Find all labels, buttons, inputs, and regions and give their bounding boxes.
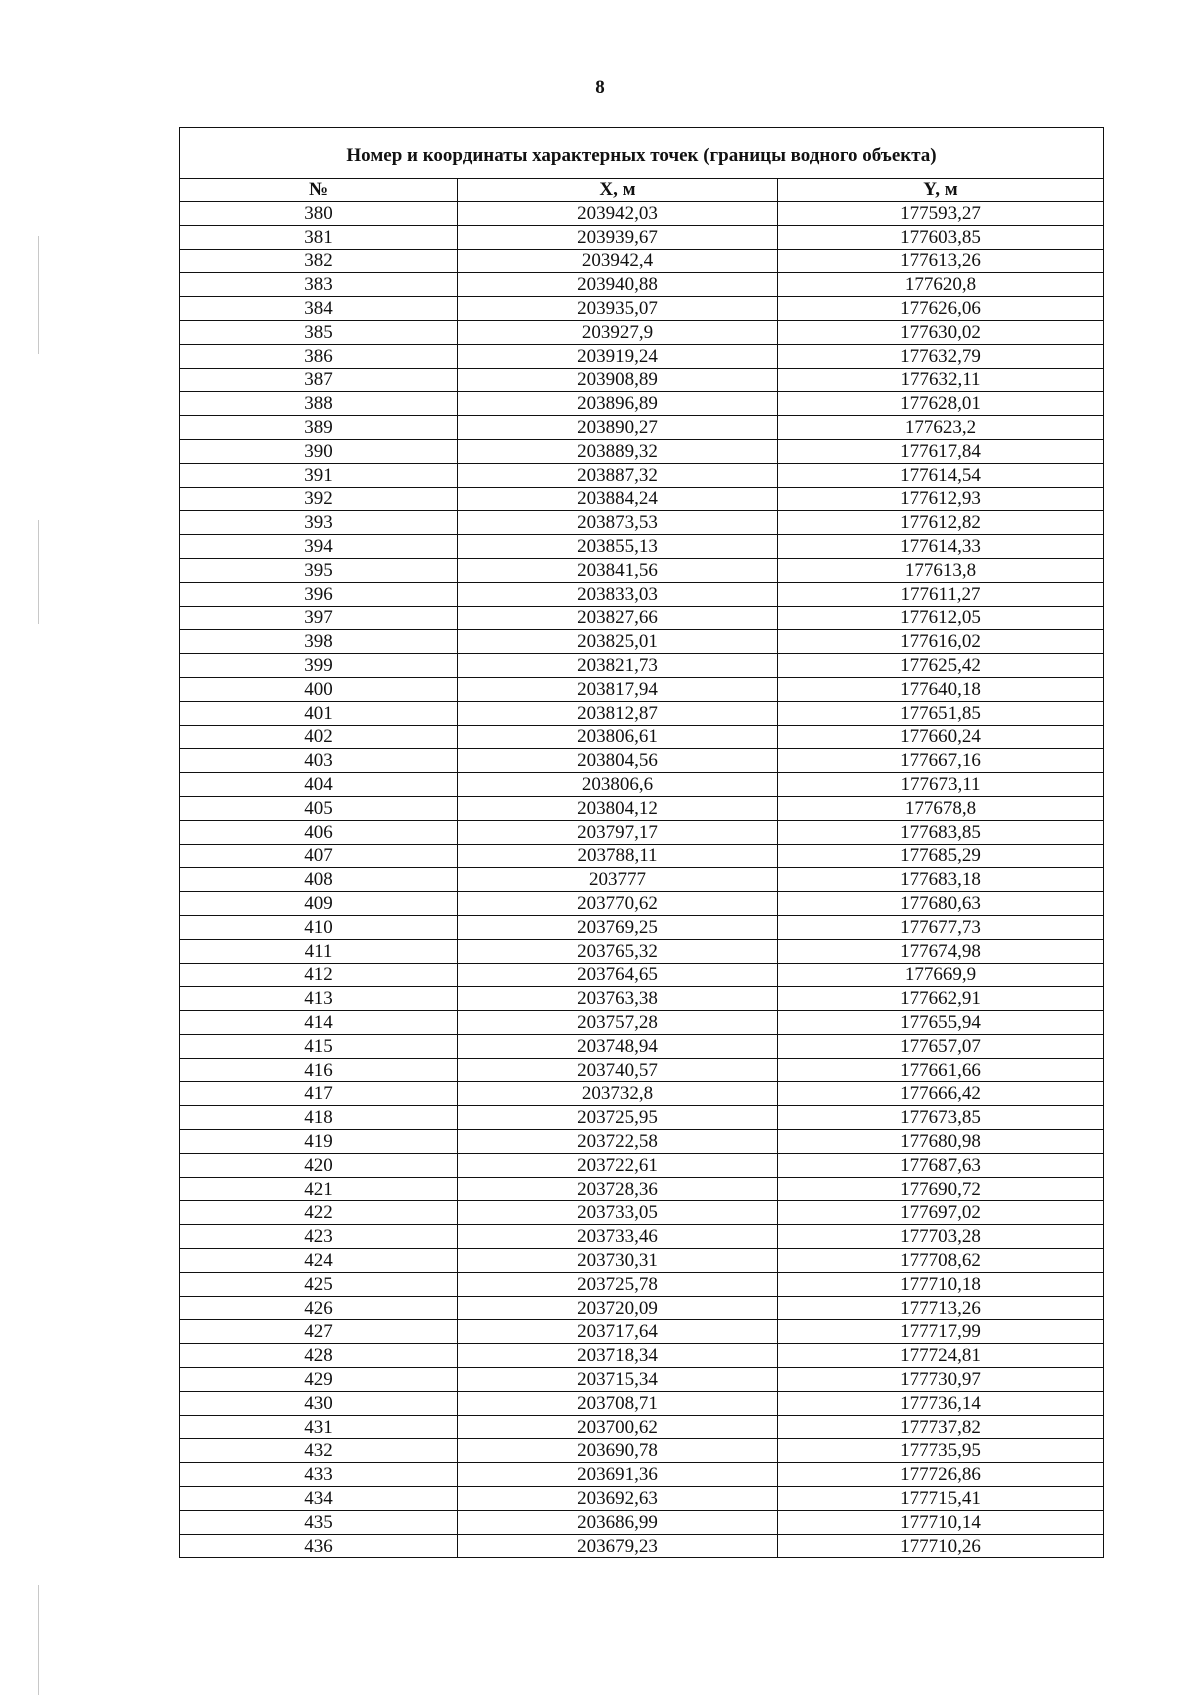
cell-point-number: 382 [180,249,458,273]
cell-y-coordinate: 177661,66 [778,1058,1104,1082]
table-row [180,1272,1104,1296]
cell-x-coordinate: 203873,53 [458,511,778,535]
cell-point-number: 427 [180,1320,458,1344]
cell-x-coordinate: 203788,11 [458,844,778,868]
table-row [180,1320,1104,1344]
cell-point-number: 396 [180,582,458,606]
cell-point-number: 415 [180,1034,458,1058]
cell-point-number: 434 [180,1487,458,1511]
cell-y-coordinate: 177625,42 [778,654,1104,678]
cell-x-coordinate: 203728,36 [458,1177,778,1201]
table-row [180,1201,1104,1225]
table-row [180,892,1104,916]
cell-y-coordinate: 177673,85 [778,1106,1104,1130]
cell-y-coordinate: 177632,11 [778,368,1104,392]
table-row [180,511,1104,535]
cell-x-coordinate: 203690,78 [458,1439,778,1463]
table-row [180,939,1104,963]
cell-point-number: 387 [180,368,458,392]
table-row [180,1249,1104,1273]
table-body [180,202,1104,1558]
cell-point-number: 393 [180,511,458,535]
cell-y-coordinate: 177735,95 [778,1439,1104,1463]
scan-edge-mark [38,520,39,624]
cell-y-coordinate: 177708,62 [778,1249,1104,1273]
table-row [180,868,1104,892]
cell-y-coordinate: 177614,54 [778,463,1104,487]
cell-y-coordinate: 177726,86 [778,1463,1104,1487]
table-row [180,725,1104,749]
cell-y-coordinate: 177628,01 [778,392,1104,416]
table-row [180,249,1104,273]
table-row [180,606,1104,630]
cell-point-number: 433 [180,1463,458,1487]
cell-point-number: 400 [180,677,458,701]
table-row [180,463,1104,487]
table-row [180,1534,1104,1558]
cell-x-coordinate: 203733,05 [458,1201,778,1225]
cell-x-coordinate: 203720,09 [458,1296,778,1320]
cell-y-coordinate: 177737,82 [778,1415,1104,1439]
cell-point-number: 414 [180,1011,458,1035]
table-row [180,630,1104,654]
column-header-y: Y, м [778,179,1104,202]
cell-y-coordinate: 177677,73 [778,915,1104,939]
table-row [180,368,1104,392]
table-row [180,963,1104,987]
table-row [180,654,1104,678]
cell-point-number: 389 [180,416,458,440]
cell-point-number: 405 [180,796,458,820]
cell-y-coordinate: 177613,26 [778,249,1104,273]
table-row [180,1439,1104,1463]
cell-x-coordinate: 203812,87 [458,701,778,725]
cell-x-coordinate: 203730,31 [458,1249,778,1273]
cell-x-coordinate: 203806,61 [458,725,778,749]
table-row [180,320,1104,344]
scan-edge-mark [38,236,39,354]
column-header-number: № [180,179,458,202]
cell-point-number: 399 [180,654,458,678]
cell-x-coordinate: 203939,67 [458,225,778,249]
cell-y-coordinate: 177690,72 [778,1177,1104,1201]
cell-x-coordinate: 203825,01 [458,630,778,654]
cell-y-coordinate: 177620,8 [778,273,1104,297]
cell-y-coordinate: 177697,02 [778,1201,1104,1225]
cell-y-coordinate: 177710,18 [778,1272,1104,1296]
cell-y-coordinate: 177680,98 [778,1130,1104,1154]
cell-x-coordinate: 203919,24 [458,344,778,368]
cell-x-coordinate: 203692,63 [458,1487,778,1511]
cell-y-coordinate: 177617,84 [778,439,1104,463]
cell-x-coordinate: 203718,34 [458,1344,778,1368]
cell-y-coordinate: 177630,02 [778,320,1104,344]
cell-x-coordinate: 203722,58 [458,1130,778,1154]
cell-point-number: 381 [180,225,458,249]
cell-point-number: 383 [180,273,458,297]
cell-point-number: 420 [180,1153,458,1177]
cell-point-number: 402 [180,725,458,749]
page-number: 8 [595,77,605,98]
cell-x-coordinate: 203889,32 [458,439,778,463]
cell-y-coordinate: 177674,98 [778,939,1104,963]
cell-point-number: 418 [180,1106,458,1130]
cell-point-number: 380 [180,202,458,226]
table-row [180,1487,1104,1511]
cell-y-coordinate: 177683,18 [778,868,1104,892]
table-row [180,1082,1104,1106]
cell-x-coordinate: 203733,46 [458,1225,778,1249]
cell-point-number: 388 [180,392,458,416]
cell-point-number: 417 [180,1082,458,1106]
cell-y-coordinate: 177612,93 [778,487,1104,511]
cell-x-coordinate: 203806,6 [458,773,778,797]
cell-point-number: 412 [180,963,458,987]
cell-x-coordinate: 203770,62 [458,892,778,916]
cell-x-coordinate: 203686,99 [458,1510,778,1534]
table-row [180,1153,1104,1177]
cell-x-coordinate: 203715,34 [458,1368,778,1392]
table-row [180,225,1104,249]
cell-y-coordinate: 177660,24 [778,725,1104,749]
cell-x-coordinate: 203748,94 [458,1034,778,1058]
cell-x-coordinate: 203841,56 [458,558,778,582]
column-header-x: X, м [458,179,778,202]
cell-point-number: 432 [180,1439,458,1463]
cell-point-number: 411 [180,939,458,963]
cell-x-coordinate: 203804,56 [458,749,778,773]
cell-y-coordinate: 177717,99 [778,1320,1104,1344]
cell-x-coordinate: 203804,12 [458,796,778,820]
cell-x-coordinate: 203708,71 [458,1391,778,1415]
cell-x-coordinate: 203769,25 [458,915,778,939]
cell-y-coordinate: 177632,79 [778,344,1104,368]
cell-point-number: 428 [180,1344,458,1368]
cell-y-coordinate: 177687,63 [778,1153,1104,1177]
cell-x-coordinate: 203740,57 [458,1058,778,1082]
cell-y-coordinate: 177616,02 [778,630,1104,654]
cell-y-coordinate: 177685,29 [778,844,1104,868]
table-row [180,558,1104,582]
table-row [180,1296,1104,1320]
cell-point-number: 386 [180,344,458,368]
cell-y-coordinate: 177651,85 [778,701,1104,725]
cell-x-coordinate: 203757,28 [458,1011,778,1035]
cell-point-number: 384 [180,297,458,321]
table-row [180,1225,1104,1249]
cell-y-coordinate: 177626,06 [778,297,1104,321]
cell-x-coordinate: 203717,64 [458,1320,778,1344]
table-row [180,297,1104,321]
cell-y-coordinate: 177678,8 [778,796,1104,820]
table-row [180,392,1104,416]
cell-x-coordinate: 203797,17 [458,820,778,844]
cell-y-coordinate: 177736,14 [778,1391,1104,1415]
table-row [180,749,1104,773]
cell-point-number: 407 [180,844,458,868]
cell-point-number: 394 [180,535,458,559]
cell-x-coordinate: 203833,03 [458,582,778,606]
table-row [180,1106,1104,1130]
table-row [180,1058,1104,1082]
table-row [180,701,1104,725]
cell-y-coordinate: 177666,42 [778,1082,1104,1106]
cell-x-coordinate: 203940,88 [458,273,778,297]
cell-x-coordinate: 203777 [458,868,778,892]
cell-x-coordinate: 203764,65 [458,963,778,987]
cell-x-coordinate: 203763,38 [458,987,778,1011]
cell-y-coordinate: 177593,27 [778,202,1104,226]
cell-point-number: 392 [180,487,458,511]
cell-point-number: 436 [180,1534,458,1558]
cell-point-number: 385 [180,320,458,344]
table-title: Номер и координаты характерных точек (границы водного объекта) [180,128,1104,179]
cell-point-number: 435 [180,1510,458,1534]
cell-point-number: 421 [180,1177,458,1201]
cell-y-coordinate: 177614,33 [778,535,1104,559]
cell-point-number: 423 [180,1225,458,1249]
cell-x-coordinate: 203691,36 [458,1463,778,1487]
table-row [180,1510,1104,1534]
cell-point-number: 416 [180,1058,458,1082]
cell-x-coordinate: 203896,89 [458,392,778,416]
table-row [180,1177,1104,1201]
cell-point-number: 425 [180,1272,458,1296]
table-row [180,677,1104,701]
cell-x-coordinate: 203817,94 [458,677,778,701]
cell-x-coordinate: 203942,4 [458,249,778,273]
table-row [180,202,1104,226]
cell-point-number: 398 [180,630,458,654]
table-row [180,1368,1104,1392]
cell-y-coordinate: 177623,2 [778,416,1104,440]
cell-x-coordinate: 203935,07 [458,297,778,321]
table-row [180,1344,1104,1368]
cell-x-coordinate: 203725,95 [458,1106,778,1130]
cell-y-coordinate: 177710,26 [778,1534,1104,1558]
cell-point-number: 422 [180,1201,458,1225]
cell-y-coordinate: 177724,81 [778,1344,1104,1368]
cell-x-coordinate: 203732,8 [458,1082,778,1106]
cell-y-coordinate: 177603,85 [778,225,1104,249]
cell-x-coordinate: 203855,13 [458,535,778,559]
cell-point-number: 426 [180,1296,458,1320]
table-row [180,1011,1104,1035]
cell-point-number: 408 [180,868,458,892]
cell-y-coordinate: 177613,8 [778,558,1104,582]
cell-x-coordinate: 203679,23 [458,1534,778,1558]
cell-y-coordinate: 177611,27 [778,582,1104,606]
cell-point-number: 419 [180,1130,458,1154]
cell-point-number: 424 [180,1249,458,1273]
table-row [180,273,1104,297]
table-row [180,773,1104,797]
cell-y-coordinate: 177612,05 [778,606,1104,630]
table-row [180,1130,1104,1154]
cell-x-coordinate: 203821,73 [458,654,778,678]
table-row [180,987,1104,1011]
table-row [180,487,1104,511]
cell-point-number: 431 [180,1415,458,1439]
cell-y-coordinate: 177655,94 [778,1011,1104,1035]
table-row [180,1415,1104,1439]
table-row [180,820,1104,844]
cell-point-number: 430 [180,1391,458,1415]
cell-y-coordinate: 177640,18 [778,677,1104,701]
cell-y-coordinate: 177680,63 [778,892,1104,916]
cell-point-number: 397 [180,606,458,630]
table-row [180,535,1104,559]
table-row [180,796,1104,820]
table-row [180,1034,1104,1058]
cell-x-coordinate: 203890,27 [458,416,778,440]
table-row [180,582,1104,606]
cell-y-coordinate: 177713,26 [778,1296,1104,1320]
cell-x-coordinate: 203942,03 [458,202,778,226]
cell-x-coordinate: 203722,61 [458,1153,778,1177]
cell-y-coordinate: 177710,14 [778,1510,1104,1534]
cell-point-number: 409 [180,892,458,916]
cell-point-number: 395 [180,558,458,582]
table-row [180,1463,1104,1487]
cell-y-coordinate: 177683,85 [778,820,1104,844]
cell-point-number: 401 [180,701,458,725]
cell-y-coordinate: 177662,91 [778,987,1104,1011]
table-row [180,915,1104,939]
cell-point-number: 403 [180,749,458,773]
cell-y-coordinate: 177730,97 [778,1368,1104,1392]
cell-y-coordinate: 177657,07 [778,1034,1104,1058]
cell-y-coordinate: 177673,11 [778,773,1104,797]
cell-point-number: 406 [180,820,458,844]
cell-x-coordinate: 203725,78 [458,1272,778,1296]
cell-point-number: 404 [180,773,458,797]
cell-x-coordinate: 203700,62 [458,1415,778,1439]
scan-edge-mark [38,1585,39,1695]
cell-y-coordinate: 177715,41 [778,1487,1104,1511]
cell-y-coordinate: 177612,82 [778,511,1104,535]
cell-x-coordinate: 203884,24 [458,487,778,511]
cell-x-coordinate: 203908,89 [458,368,778,392]
coordinates-table [179,127,1104,1558]
table-row [180,344,1104,368]
table-row [180,439,1104,463]
cell-x-coordinate: 203927,9 [458,320,778,344]
cell-point-number: 429 [180,1368,458,1392]
cell-point-number: 410 [180,915,458,939]
cell-x-coordinate: 203765,32 [458,939,778,963]
table-row [180,844,1104,868]
cell-point-number: 390 [180,439,458,463]
cell-point-number: 413 [180,987,458,1011]
cell-y-coordinate: 177703,28 [778,1225,1104,1249]
cell-point-number: 391 [180,463,458,487]
cell-x-coordinate: 203887,32 [458,463,778,487]
table-row [180,416,1104,440]
table-row [180,1391,1104,1415]
cell-y-coordinate: 177667,16 [778,749,1104,773]
cell-y-coordinate: 177669,9 [778,963,1104,987]
cell-x-coordinate: 203827,66 [458,606,778,630]
